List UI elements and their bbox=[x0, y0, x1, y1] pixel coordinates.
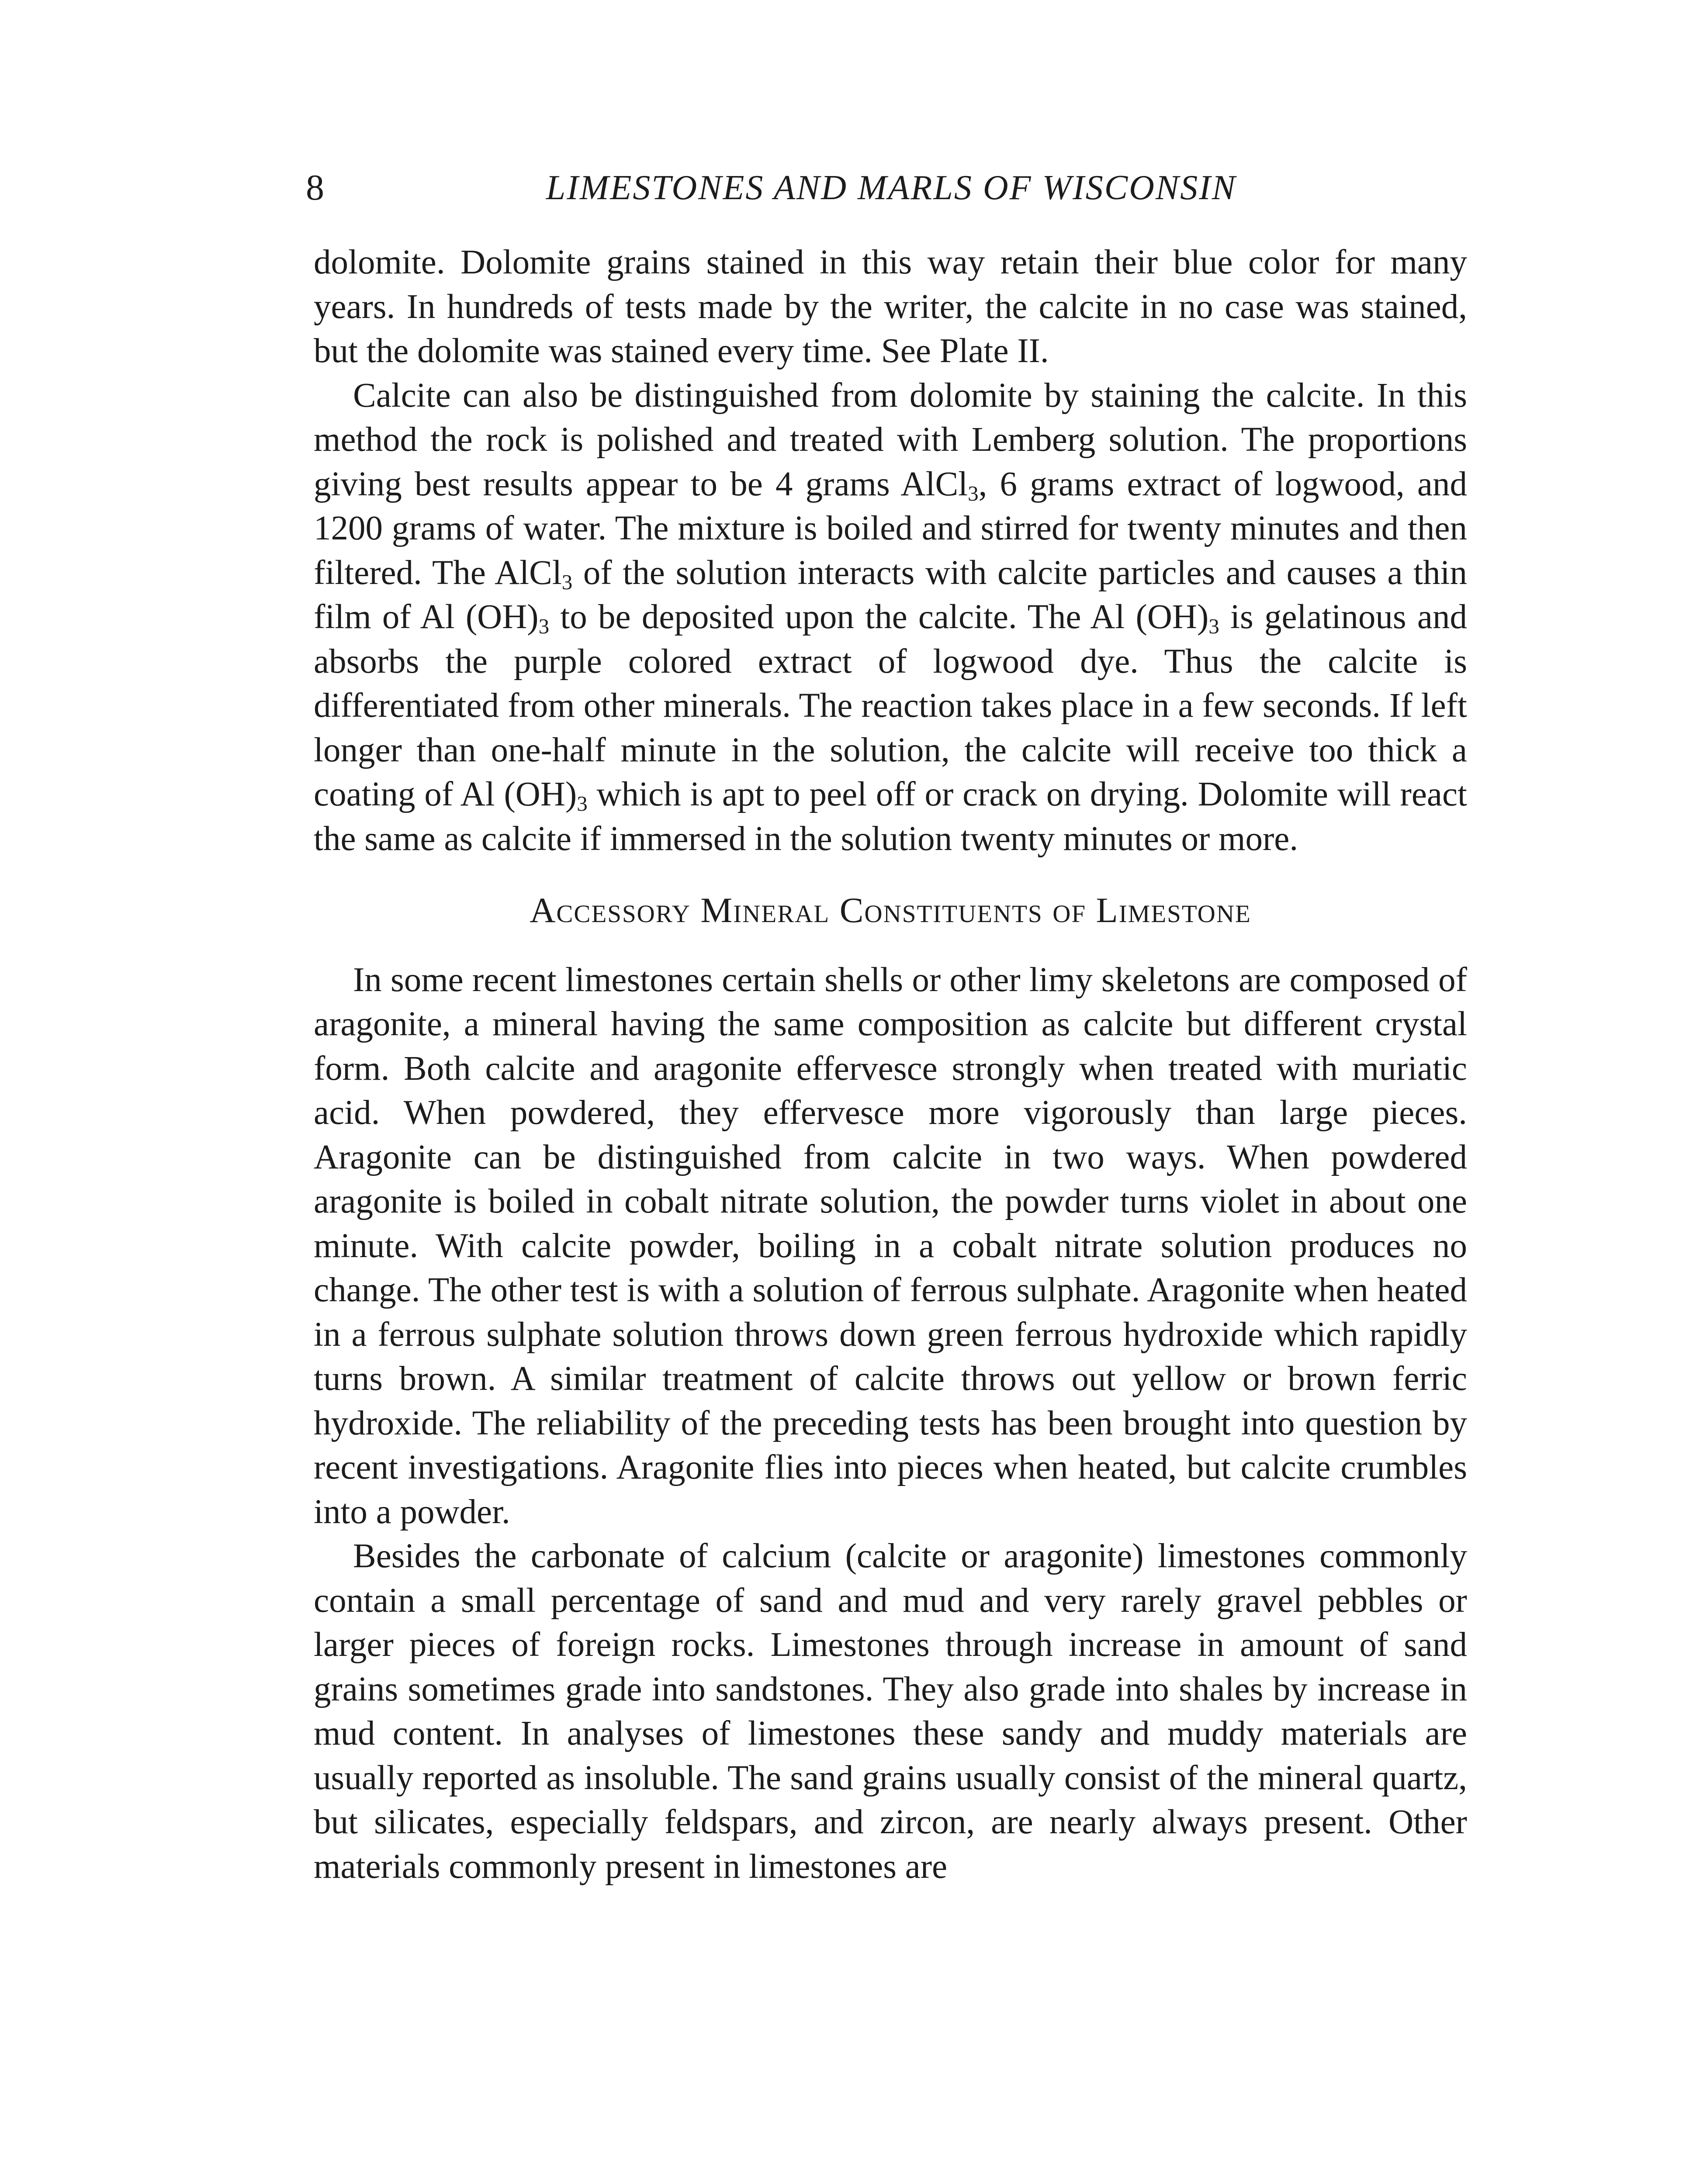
subscript: 3 bbox=[1208, 614, 1219, 639]
paragraph-lemberg-staining bbox=[314, 373, 1467, 861]
text-segment: , 6 grams extract of logwood, and 1200 grams of water. The mixture is boiled and stirred for twenty minutes and then filtered. The AlCl bbox=[314, 465, 1467, 592]
section-heading: Accessory Mineral Constituents of Limestone bbox=[530, 890, 1251, 930]
subscript: 3 bbox=[561, 570, 573, 594]
paragraph-impurities: Besides the carbonate of calcium (calcite or aragonite) limestones commonly contain a small percentage of sand and mud and very rarely gravel pebbles or larger pieces of foreign rocks. Limestones through increase in amount of sand grains sometimes grade into sandstones. They also grade into shales by increase in mud content. In analyses of limestones these sandy and muddy materials are usually reported as insoluble. The sand grains usually consist of the mineral quartz, but silicates, especially feldspars, and zircon, are nearly always present. Other materials commonly present in limestones are bbox=[314, 1537, 1467, 1886]
paragraph-aragonite: In some recent limestones certain shells or other limy skeletons are composed of aragonite, a mineral having the same composition as calcite but different crystal form. Both calcite and aragonite effervesce strongly when treated with muriatic acid. When powdered, they effervesce more vigorously than large pieces. Aragonite can be distinguished from calcite in two ways. When powdered aragonite is boiled in cobalt nitrate solution, the powder turns violet in about one minute. With calcite powder, boiling in a cobalt nitrate solution produces no change. The other test is with a solution of ferrous sulphate. Aragonite when heated in a ferrous sulphate solution throws down green ferrous hydroxide which rapidly turns brown. A similar treatment of calcite throws out yellow or brown ferric hydroxide. The reliability of the preceding tests has been brought into question by recent investigations. Aragonite flies into pieces when heated, but calcite crumbles into a powder. bbox=[314, 961, 1467, 1531]
subscript: 3 bbox=[968, 481, 979, 505]
text-segment: is gelatinous and absorbs the purple colored extract of logwood dye. Thus the calcite is differentiated from other minerals. The reaction takes place in a few seconds. If left longer than one-half minute in the solution, the calcite will receive too thick a coating of Al (OH) bbox=[314, 598, 1467, 813]
page-number: 8 bbox=[306, 167, 324, 208]
running-title: LIMESTONES AND MARLS OF WISCONSIN bbox=[546, 169, 1237, 207]
body-text bbox=[314, 240, 1467, 1889]
text-segment: which is apt to peel off or crack on drying. Dolomite will react the same as calcite if immersed in the solution twenty minutes or more. bbox=[314, 775, 1467, 858]
subscript: 3 bbox=[577, 791, 588, 816]
page-header bbox=[306, 164, 1477, 212]
paragraph-continued: dolomite. Dolomite grains stained in this way retain their blue color for many years. In hundreds of tests made by the writer, the calcite in no case was stained, but the dolomite was stained every time. See Plate II. bbox=[314, 243, 1467, 370]
text-segment: of the solution interacts with calcite particles and causes a thin film of Al (OH) bbox=[314, 553, 1467, 636]
text-segment: Calcite can also be distinguished from dolomite by staining the calcite. In this method the rock is polished and treated with Lemberg solution. The proportions giving best results appear to be 4 grams AlCl bbox=[314, 376, 1467, 503]
text-segment: to be deposited upon the calcite. The Al (OH) bbox=[549, 598, 1209, 636]
subscript: 3 bbox=[538, 614, 550, 639]
